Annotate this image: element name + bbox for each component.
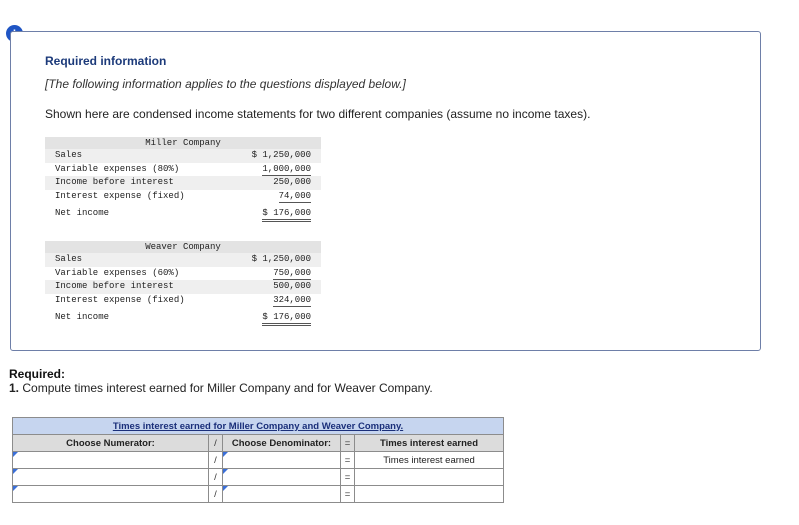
weaver-company-header: Weaver Company — [45, 241, 321, 253]
miller-row-sales — [45, 149, 321, 163]
info-title: Required information — [45, 54, 167, 68]
row-value: 324,000 — [273, 294, 311, 305]
miller-row-net-income — [45, 207, 321, 221]
row-value: $ 176,000 — [262, 207, 311, 222]
row-label: Net income — [55, 312, 110, 323]
row-value: $ 1,250,000 — [251, 150, 311, 160]
numerator-dropdown[interactable] — [13, 486, 208, 502]
denominator-select[interactable] — [223, 469, 341, 486]
numerator-select[interactable] — [13, 469, 209, 486]
denominator-dropdown[interactable] — [223, 469, 340, 485]
required-information-panel — [10, 31, 761, 351]
miller-income-statement — [45, 137, 321, 221]
divide-symbol: / — [209, 486, 223, 503]
row-value: $ 176,000 — [262, 311, 311, 326]
result-value: Times interest earned — [355, 452, 504, 469]
miller-row-income-before-interest — [45, 176, 321, 190]
equals-symbol: = — [341, 469, 355, 486]
divide-symbol: / — [209, 452, 223, 469]
result-value — [355, 486, 504, 503]
row-label: Interest expense (fixed) — [55, 294, 185, 305]
weaver-row-income-before-interest — [45, 280, 321, 294]
numerator-dropdown[interactable] — [13, 452, 208, 468]
row-label: Income before interest — [55, 177, 174, 188]
result-header: Times interest earned — [355, 435, 504, 452]
row-value: 750,000 — [273, 267, 311, 278]
weaver-income-statement — [45, 241, 321, 325]
result-value — [355, 469, 504, 486]
row-label: Variable expenses (80%) — [55, 163, 180, 174]
divide-symbol: / — [209, 469, 223, 486]
info-text: Shown here are condensed income statements for two different companies (assume no income taxes). — [45, 107, 591, 121]
question-text: Compute times interest earned for Miller Company and for Weaver Company. — [22, 381, 433, 395]
row-label: Interest expense (fixed) — [55, 190, 185, 201]
denominator-select[interactable] — [223, 452, 341, 469]
row-label: Income before interest — [55, 281, 174, 292]
times-interest-earned-table — [12, 417, 504, 503]
row-value: $ 1,250,000 — [251, 254, 311, 264]
table-title: Times interest earned for Miller Company and Weaver Company. — [13, 418, 504, 435]
row-value: 250,000 — [273, 177, 311, 188]
weaver-row-sales — [45, 253, 321, 267]
row-label: Variable expenses (60%) — [55, 267, 180, 278]
numerator-select[interactable] — [13, 452, 209, 469]
row-label: Sales — [55, 254, 83, 264]
equals-symbol: = — [341, 435, 355, 452]
numerator-select[interactable] — [13, 486, 209, 503]
table-row — [13, 486, 504, 503]
required-heading: Required: — [9, 367, 66, 381]
required-question — [9, 381, 433, 395]
denominator-dropdown[interactable] — [223, 452, 340, 468]
question-number: 1. — [9, 381, 20, 395]
info-note: [The following information applies to the questions displayed below.] — [45, 77, 406, 91]
row-value: 500,000 — [273, 281, 311, 292]
denominator-select[interactable] — [223, 486, 341, 503]
miller-row-interest-expense — [45, 190, 321, 204]
row-label: Sales — [55, 150, 83, 160]
divide-symbol: / — [209, 435, 223, 452]
table-row — [13, 452, 504, 469]
miller-row-variable-expenses — [45, 163, 321, 177]
numerator-dropdown[interactable] — [13, 469, 208, 485]
weaver-row-variable-expenses — [45, 267, 321, 281]
row-label: Net income — [55, 208, 110, 219]
table-row — [13, 469, 504, 486]
row-value: 74,000 — [278, 190, 311, 201]
numerator-header: Choose Numerator: — [13, 435, 209, 452]
row-value: 1,000,000 — [262, 163, 311, 174]
equals-symbol: = — [341, 486, 355, 503]
miller-company-header: Miller Company — [45, 137, 321, 149]
denominator-header: Choose Denominator: — [223, 435, 341, 452]
weaver-row-net-income — [45, 311, 321, 325]
equals-symbol: = — [341, 452, 355, 469]
weaver-row-interest-expense — [45, 294, 321, 308]
denominator-dropdown[interactable] — [223, 486, 340, 502]
